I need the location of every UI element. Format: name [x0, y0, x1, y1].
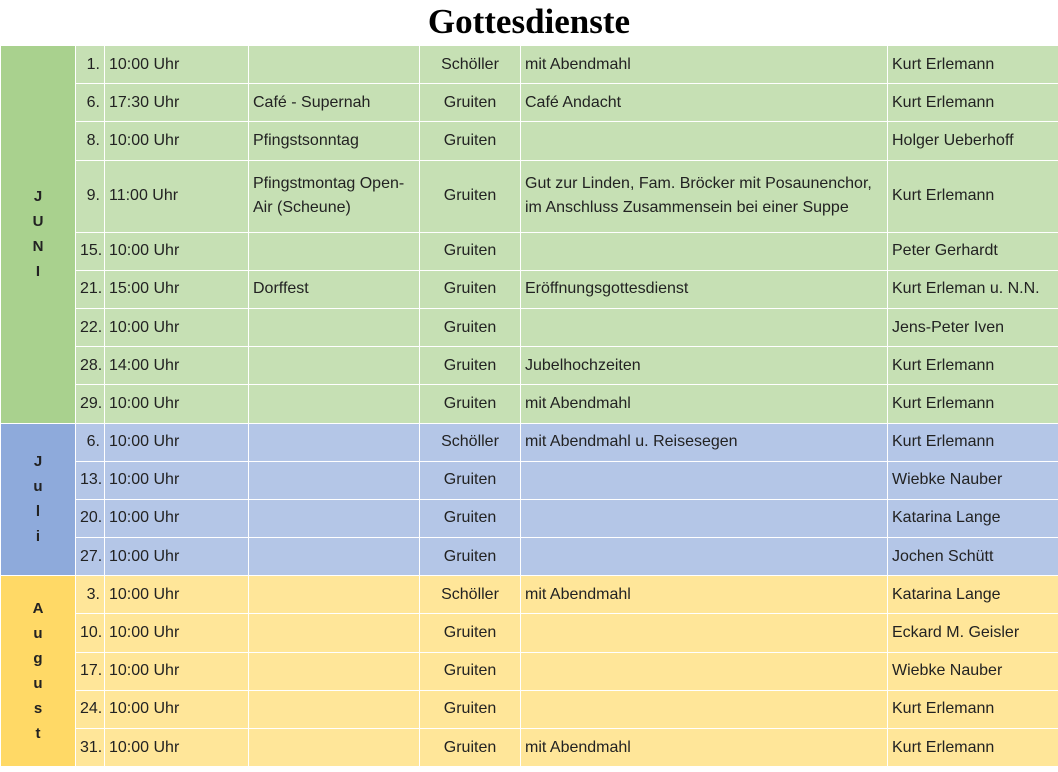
time-cell: 10:00 Uhr: [105, 122, 249, 160]
preacher-cell: Holger Ueberhoff: [888, 122, 1058, 160]
time-cell: 10:00 Uhr: [105, 576, 249, 614]
note-cell: [521, 122, 888, 160]
occasion-cell: [249, 729, 420, 767]
note-cell: [521, 232, 888, 270]
location-cell: Schöller: [420, 46, 521, 84]
occasion-cell: [249, 461, 420, 499]
table-row: [1, 499, 1058, 537]
location-cell: Schöller: [420, 423, 521, 461]
table-row: [1, 690, 1058, 728]
table-row: [1, 84, 1058, 122]
time-cell: 10:00 Uhr: [105, 652, 249, 690]
day-cell: 13.: [76, 461, 105, 499]
day-cell: 22.: [76, 308, 105, 346]
preacher-cell: Eckard M. Geisler: [888, 614, 1058, 652]
occasion-cell: [249, 538, 420, 576]
occasion-cell: [249, 652, 420, 690]
occasion-cell: Pfingstmontag Open-Air (Scheune): [249, 160, 420, 232]
day-cell: 9.: [76, 160, 105, 232]
preacher-cell: Peter Gerhardt: [888, 232, 1058, 270]
time-cell: 17:30 Uhr: [105, 84, 249, 122]
time-cell: 10:00 Uhr: [105, 690, 249, 728]
location-cell: Gruiten: [420, 461, 521, 499]
day-cell: 6.: [76, 423, 105, 461]
table-row: [1, 576, 1058, 614]
table-row: [1, 270, 1058, 308]
preacher-cell: Kurt Erlemann: [888, 385, 1058, 423]
location-cell: Gruiten: [420, 385, 521, 423]
preacher-cell: Kurt Erleman u. N.N.: [888, 270, 1058, 308]
day-cell: 8.: [76, 122, 105, 160]
preacher-cell: Wiebke Nauber: [888, 652, 1058, 690]
table-row: [1, 385, 1058, 423]
note-cell: [521, 614, 888, 652]
occasion-cell: [249, 423, 420, 461]
occasion-cell: [249, 614, 420, 652]
occasion-cell: [249, 308, 420, 346]
occasion-cell: Pfingstsonntag: [249, 122, 420, 160]
occasion-cell: Dorffest: [249, 270, 420, 308]
time-cell: 10:00 Uhr: [105, 46, 249, 84]
month-name: J U N I: [32, 188, 44, 281]
note-cell: mit Abendmahl: [521, 729, 888, 767]
day-cell: 28.: [76, 347, 105, 385]
table-row: [1, 461, 1058, 499]
table-row: [1, 538, 1058, 576]
table-row: [1, 614, 1058, 652]
occasion-cell: [249, 576, 420, 614]
location-cell: Gruiten: [420, 270, 521, 308]
location-cell: Gruiten: [420, 729, 521, 767]
note-cell: mit Abendmahl: [521, 576, 888, 614]
schedule-table: [0, 45, 1058, 767]
time-cell: 10:00 Uhr: [105, 499, 249, 537]
note-cell: Gut zur Linden, Fam. Bröcker mit Posaunenchor, im Anschluss Zusammensein bei einer Suppe: [521, 160, 888, 232]
time-cell: 10:00 Uhr: [105, 614, 249, 652]
day-cell: 24.: [76, 690, 105, 728]
note-cell: mit Abendmahl: [521, 385, 888, 423]
occasion-cell: [249, 690, 420, 728]
occasion-cell: [249, 46, 420, 84]
preacher-cell: Kurt Erlemann: [888, 690, 1058, 728]
preacher-cell: Kurt Erlemann: [888, 423, 1058, 461]
preacher-cell: Kurt Erlemann: [888, 347, 1058, 385]
time-cell: 10:00 Uhr: [105, 385, 249, 423]
day-cell: 27.: [76, 538, 105, 576]
location-cell: Gruiten: [420, 232, 521, 270]
day-cell: 29.: [76, 385, 105, 423]
location-cell: Gruiten: [420, 122, 521, 160]
table-row: [1, 729, 1058, 767]
preacher-cell: Katarina Lange: [888, 576, 1058, 614]
day-cell: 20.: [76, 499, 105, 537]
location-cell: Gruiten: [420, 614, 521, 652]
location-cell: Gruiten: [420, 308, 521, 346]
table-row: [1, 652, 1058, 690]
day-cell: 21.: [76, 270, 105, 308]
preacher-cell: Katarina Lange: [888, 499, 1058, 537]
time-cell: 11:00 Uhr: [105, 160, 249, 232]
preacher-cell: Jens-Peter Iven: [888, 308, 1058, 346]
note-cell: [521, 538, 888, 576]
table-row: [1, 232, 1058, 270]
note-cell: mit Abendmahl: [521, 46, 888, 84]
note-cell: [521, 690, 888, 728]
location-cell: Gruiten: [420, 84, 521, 122]
occasion-cell: Café - Supernah: [249, 84, 420, 122]
note-cell: Eröffnungsgottesdienst: [521, 270, 888, 308]
day-cell: 15.: [76, 232, 105, 270]
time-cell: 10:00 Uhr: [105, 423, 249, 461]
table-row: [1, 308, 1058, 346]
preacher-cell: Kurt Erlemann: [888, 46, 1058, 84]
time-cell: 10:00 Uhr: [105, 538, 249, 576]
note-cell: [521, 461, 888, 499]
preacher-cell: Kurt Erlemann: [888, 160, 1058, 232]
preacher-cell: Kurt Erlemann: [888, 84, 1058, 122]
day-cell: 17.: [76, 652, 105, 690]
table-row: [1, 423, 1058, 461]
note-cell: [521, 308, 888, 346]
location-cell: Gruiten: [420, 538, 521, 576]
time-cell: 15:00 Uhr: [105, 270, 249, 308]
month-name: J u l i: [33, 453, 43, 546]
time-cell: 10:00 Uhr: [105, 232, 249, 270]
day-cell: 1.: [76, 46, 105, 84]
note-cell: [521, 499, 888, 537]
location-cell: Gruiten: [420, 347, 521, 385]
month-label: [1, 576, 76, 767]
occasion-cell: [249, 499, 420, 537]
month-name: A u g u s t: [32, 600, 44, 743]
time-cell: 10:00 Uhr: [105, 729, 249, 767]
occasion-cell: [249, 347, 420, 385]
month-label: [1, 423, 76, 576]
month-label: [1, 46, 76, 424]
preacher-cell: Jochen Schütt: [888, 538, 1058, 576]
day-cell: 3.: [76, 576, 105, 614]
note-cell: [521, 652, 888, 690]
table-row: [1, 347, 1058, 385]
preacher-cell: Kurt Erlemann: [888, 729, 1058, 767]
preacher-cell: Wiebke Nauber: [888, 461, 1058, 499]
time-cell: 10:00 Uhr: [105, 461, 249, 499]
occasion-cell: [249, 385, 420, 423]
note-cell: mit Abendmahl u. Reisesegen: [521, 423, 888, 461]
day-cell: 10.: [76, 614, 105, 652]
page-title: Gottesdienste: [427, 2, 631, 41]
location-cell: Gruiten: [420, 499, 521, 537]
table-row: [1, 122, 1058, 160]
location-cell: Gruiten: [420, 652, 521, 690]
table-row: [1, 46, 1058, 84]
location-cell: Gruiten: [420, 160, 521, 232]
table-row: [1, 160, 1058, 232]
occasion-cell: [249, 232, 420, 270]
day-cell: 6.: [76, 84, 105, 122]
day-cell: 31.: [76, 729, 105, 767]
note-cell: Café Andacht: [521, 84, 888, 122]
time-cell: 14:00 Uhr: [105, 347, 249, 385]
location-cell: Gruiten: [420, 690, 521, 728]
time-cell: 10:00 Uhr: [105, 308, 249, 346]
location-cell: Schöller: [420, 576, 521, 614]
note-cell: Jubelhochzeiten: [521, 347, 888, 385]
